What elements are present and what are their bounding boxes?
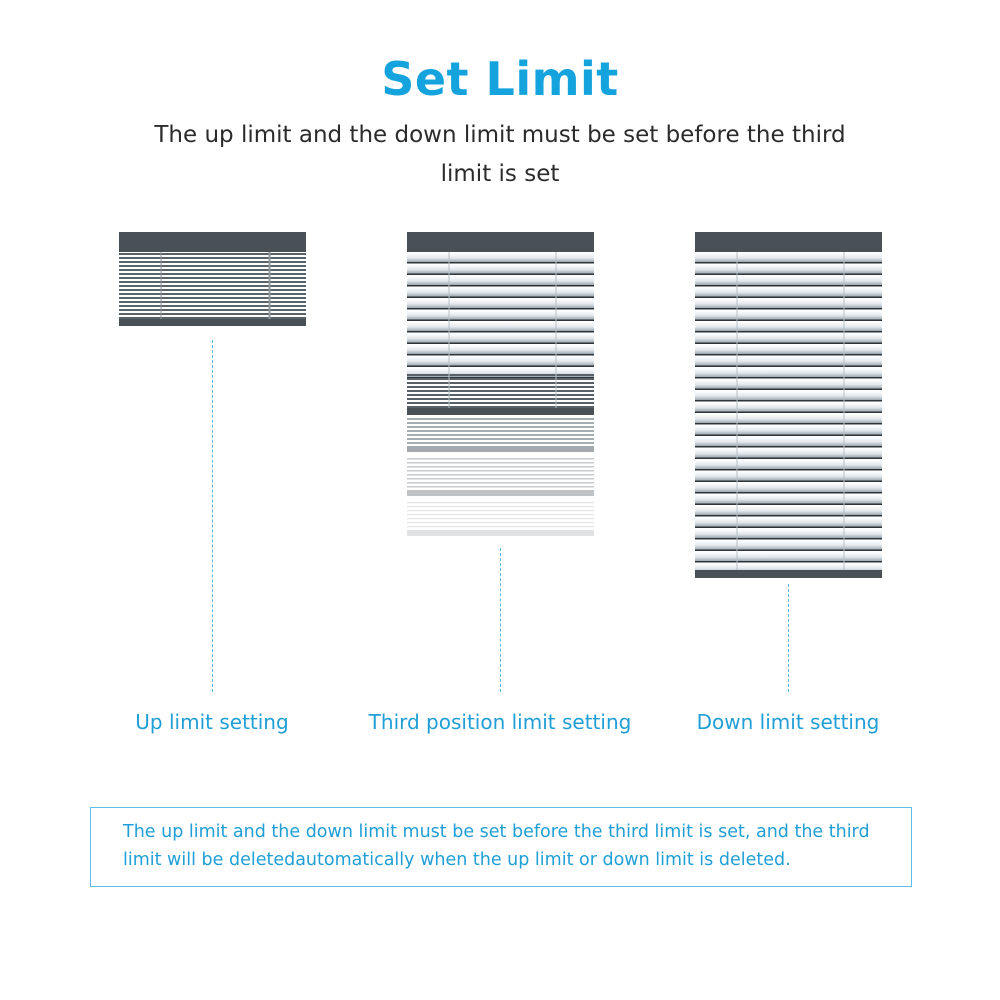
blind-slat-edge — [695, 481, 882, 483]
blind-slat-edge — [695, 262, 882, 264]
blind-ghost-slat — [407, 474, 594, 476]
blind-slat — [695, 472, 882, 481]
blind-ghost-slat — [407, 482, 594, 484]
blind-slat — [695, 345, 882, 354]
blind-slat-edge — [695, 423, 882, 425]
blind-stacked-slat — [407, 374, 594, 376]
blind-slat-edge — [695, 320, 882, 322]
blind-slat-edge — [695, 297, 882, 299]
blind-ghost-slat — [407, 442, 594, 444]
blind-headrail — [119, 232, 306, 252]
blind-ghost-rail — [407, 446, 594, 452]
blind-ghost-slat — [407, 430, 594, 432]
blind-ghost-slat — [407, 510, 594, 511]
blind-slat-edge — [407, 343, 594, 345]
blind-stacked-slat — [119, 281, 306, 283]
blind-slat — [695, 483, 882, 492]
dashed-guide-line — [212, 340, 213, 692]
blind-slat — [695, 357, 882, 366]
blind-slat-edge — [695, 435, 882, 437]
blind-ghost-slat — [407, 506, 594, 507]
blind-slat — [695, 552, 882, 561]
blind-slat-edge — [695, 527, 882, 529]
blind-slat-edge — [695, 492, 882, 494]
blind-stacked-slat — [119, 261, 306, 263]
blind-slat — [407, 299, 594, 308]
blind-lowered-illustration — [695, 232, 882, 580]
blind-stacked-slat — [407, 394, 594, 396]
blind-stacked-slat — [119, 297, 306, 299]
info-note-text: The up limit and the down limit must be set before the third limit is set, and the third limit will be deletedautomatically when the up limit or down limit is deleted. — [123, 822, 870, 870]
blind-slat-edge — [407, 320, 594, 322]
blind-slat — [695, 276, 882, 285]
blind-ghost-slat — [407, 522, 594, 523]
blind-slat-edge — [695, 446, 882, 448]
blind-slat-edge — [407, 285, 594, 287]
blind-ghost-slat — [407, 434, 594, 436]
blind-stacked-slat — [407, 398, 594, 400]
blind-slat-edge — [695, 377, 882, 379]
blind-bottom-rail — [119, 319, 306, 326]
blind-ghost-slat — [407, 418, 594, 420]
blind-stacked-slat — [119, 285, 306, 287]
blind-slat — [695, 299, 882, 308]
blind-slat-edge — [407, 262, 594, 264]
dashed-guide-line — [500, 548, 501, 692]
blind-slat — [695, 529, 882, 538]
blind-slat — [695, 460, 882, 469]
blind-ghost-slat — [407, 470, 594, 472]
page-subtitle: The up limit and the down limit must be set before the third limit is set — [154, 122, 846, 187]
blind-slat-edge — [695, 458, 882, 460]
blind-ghost-rail — [407, 530, 594, 536]
blind-stacked-slat — [119, 313, 306, 315]
blind-slat-edge — [695, 412, 882, 414]
blind-raised-illustration — [119, 232, 306, 327]
blind-slat — [695, 495, 882, 504]
blind-stacked-slat — [119, 289, 306, 291]
blind-slat-edge — [695, 285, 882, 287]
blind-slat-edge — [407, 308, 594, 310]
blind-slat — [695, 506, 882, 515]
blind-ghost-slat — [407, 466, 594, 468]
caption-up-limit: Up limit setting — [135, 710, 289, 734]
blind-slat — [695, 518, 882, 527]
blind-slat — [407, 334, 594, 343]
blind-slat — [695, 322, 882, 331]
blind-slat-edge — [695, 504, 882, 506]
blind-ghost-slat — [407, 502, 594, 503]
blind-slat — [695, 311, 882, 320]
blind-ghost-slat — [407, 422, 594, 424]
blind-slat — [407, 357, 594, 366]
blind-ghost-slat — [407, 526, 594, 527]
blind-slat — [695, 253, 882, 262]
blind-slat — [407, 253, 594, 262]
blind-slat-edge — [695, 366, 882, 368]
blind-slat-edge — [407, 366, 594, 368]
blind-ghost-rail — [407, 490, 594, 496]
blind-slat-edge — [695, 343, 882, 345]
blind-slat — [695, 391, 882, 400]
blind-slat — [695, 334, 882, 343]
blind-slat-edge — [695, 274, 882, 276]
blind-ghost-slat — [407, 518, 594, 519]
blind-ghost-slat — [407, 458, 594, 460]
info-note-box — [90, 807, 912, 887]
blind-slat-edge — [695, 538, 882, 540]
blind-stacked-slat — [119, 269, 306, 271]
blind-slat — [695, 368, 882, 377]
blind-ghost-slat — [407, 426, 594, 428]
blind-stacked-slat — [407, 382, 594, 384]
blind-slat — [695, 449, 882, 458]
caption-down-limit: Down limit setting — [696, 710, 880, 734]
blind-slat — [695, 541, 882, 550]
blind-slat — [695, 288, 882, 297]
blind-ghost-slat — [407, 486, 594, 488]
blind-stacked-slat — [119, 277, 306, 279]
blind-slat-edge — [407, 331, 594, 333]
blind-bottom-rail — [407, 408, 594, 415]
blind-slat — [695, 403, 882, 412]
blind-stacked-slat — [119, 305, 306, 307]
blind-slat — [407, 276, 594, 285]
blind-slat — [407, 265, 594, 274]
blind-stacked-slat — [119, 273, 306, 275]
caption-third-position-limit: Third position limit setting — [368, 710, 632, 734]
blind-slat — [695, 437, 882, 446]
blind-slat — [695, 426, 882, 435]
blind-slat — [695, 265, 882, 274]
blind-stacked-slat — [119, 257, 306, 259]
blind-slat-edge — [695, 561, 882, 563]
blind-stacked-slat — [407, 390, 594, 392]
blind-slat — [407, 345, 594, 354]
blind-stacked-slat — [119, 265, 306, 267]
blind-slat-edge — [695, 469, 882, 471]
blind-slat-edge — [407, 297, 594, 299]
blind-slat-edge — [695, 308, 882, 310]
blind-stacked-slat — [119, 293, 306, 295]
dashed-guide-line — [788, 584, 789, 692]
page-title: Set Limit — [381, 52, 619, 106]
blind-ghost-slat — [407, 478, 594, 480]
blind-bottom-rail — [695, 570, 882, 578]
blind-slat-edge — [695, 354, 882, 356]
blind-stacked-slat — [119, 309, 306, 311]
blind-partial-illustration — [407, 232, 594, 538]
blind-stacked-slat — [119, 301, 306, 303]
blind-stacked-slat — [407, 402, 594, 404]
blind-ghost-slat — [407, 438, 594, 440]
blind-stacked-slat — [119, 317, 306, 319]
blind-slat — [407, 288, 594, 297]
blind-slat-edge — [407, 354, 594, 356]
blind-stacked-slat — [407, 406, 594, 408]
blind-headrail — [407, 232, 594, 252]
blind-slat — [407, 311, 594, 320]
blind-ghost-slat — [407, 462, 594, 464]
blind-ghost-slat — [407, 514, 594, 515]
blind-slat-edge — [407, 274, 594, 276]
blind-slat — [407, 322, 594, 331]
blind-slat-edge — [695, 400, 882, 402]
blind-slat-edge — [695, 550, 882, 552]
blind-headrail — [695, 232, 882, 252]
blind-slat-edge — [695, 389, 882, 391]
blind-slat — [695, 414, 882, 423]
blind-stacked-slat — [407, 386, 594, 388]
blind-slat — [695, 380, 882, 389]
blind-slat-edge — [695, 515, 882, 517]
blind-slat-edge — [695, 331, 882, 333]
blind-stacked-slat — [119, 253, 306, 255]
blind-stacked-slat — [407, 378, 594, 380]
